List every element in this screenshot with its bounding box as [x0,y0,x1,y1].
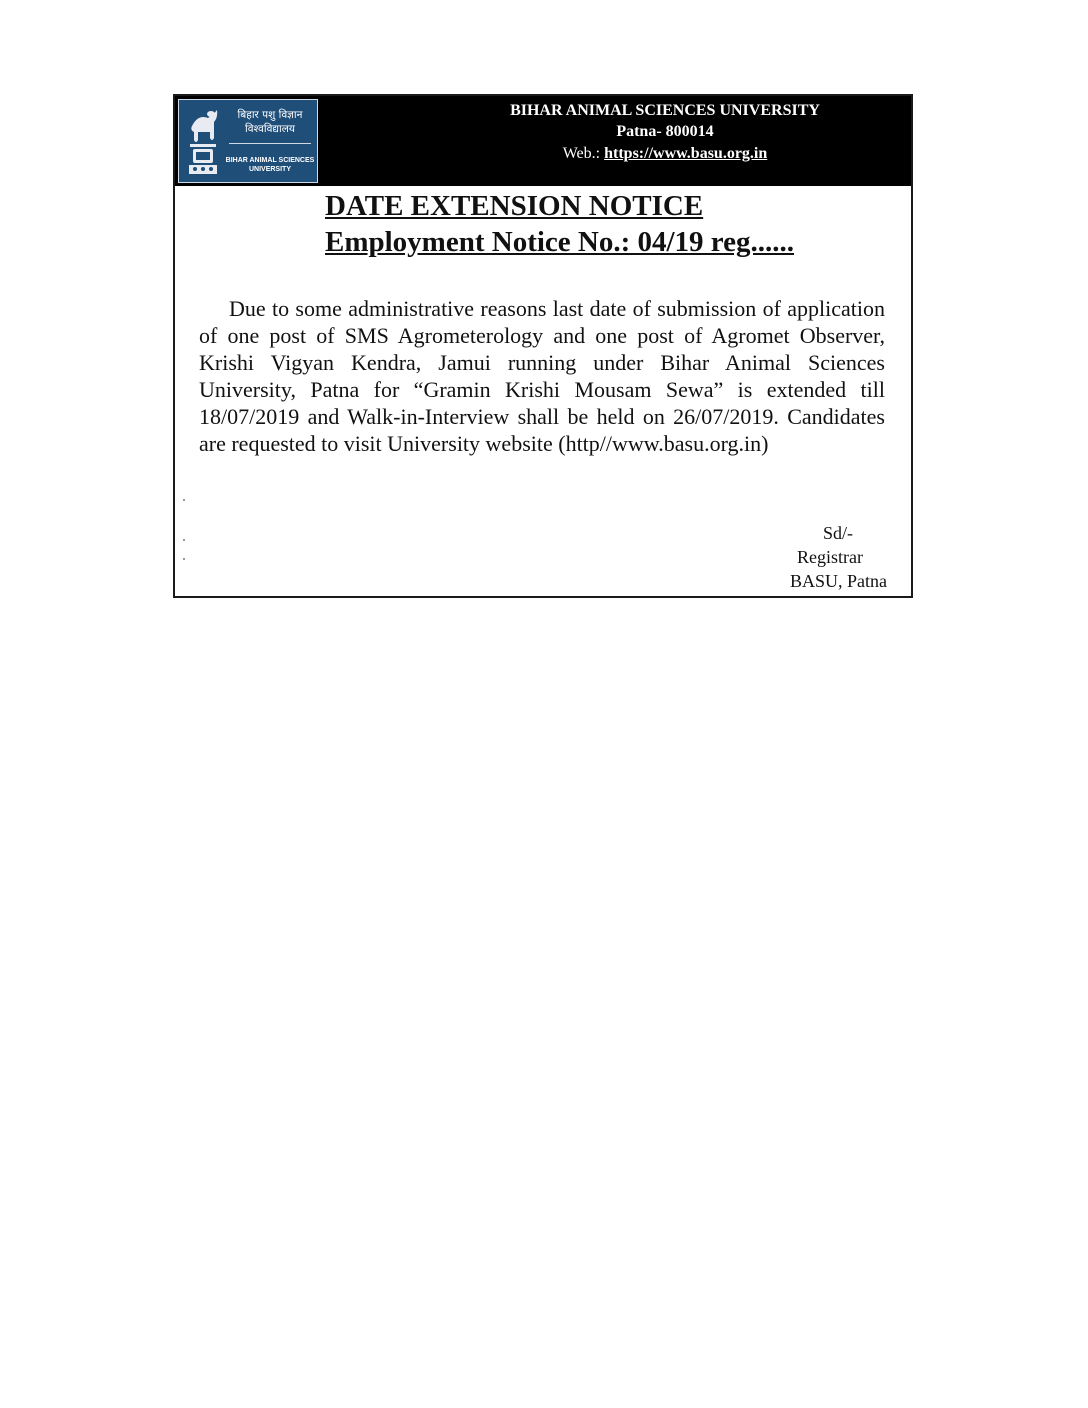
logo-english-line2: UNIVERSITY [248,166,291,173]
signature-sd: Sd/- [822,523,853,543]
signature-office: BASU, Patna [789,571,887,591]
logo-english-text [225,156,315,174]
header-band [175,96,911,186]
city-pin: Patna- 800014 [616,123,714,140]
logo-hindi-text [225,108,315,136]
signature-designation: Registrar [797,547,863,567]
signature-block [759,521,887,593]
website-line [405,143,925,164]
notice-subtitle: Employment Notice No.: 04/19 reg...... [325,226,795,258]
logo-divider [229,143,311,144]
university-name: BIHAR ANIMAL SCIENCES UNIVERSITY [510,102,820,119]
notice-body: Due to some administrative reasons last date of submission of application of one post of SMS Agrometerology and one post of Agromet Observer, Krishi Vigyan Kendra, Jamui running under Bihar Animal Sciences University, Patna for “Gramin Krishi Mousam Sewa” is extended till 18/07/2019 and Walk-in-Interview shall be held on 26/07/2019. Candidates are requested to visit University website (http//www.basu.org.in) [199,296,885,456]
notice-title: DATE EXTENSION NOTICE [325,190,704,222]
cow-emblem-icon [184,104,222,180]
university-logo [178,99,318,183]
margin-dot [183,539,185,541]
logo-english-line1: BIHAR ANIMAL SCIENCES [225,157,315,164]
notice-box [173,94,913,598]
margin-dot [183,558,185,560]
website-link[interactable]: https://www.basu.org.in [604,145,768,162]
margin-dot [183,499,185,501]
web-label: Web.: [562,145,605,162]
logo-hindi-line2: विश्वविद्यालय [245,123,295,135]
logo-hindi-line1: बिहार पशु विज्ञान [237,109,303,121]
